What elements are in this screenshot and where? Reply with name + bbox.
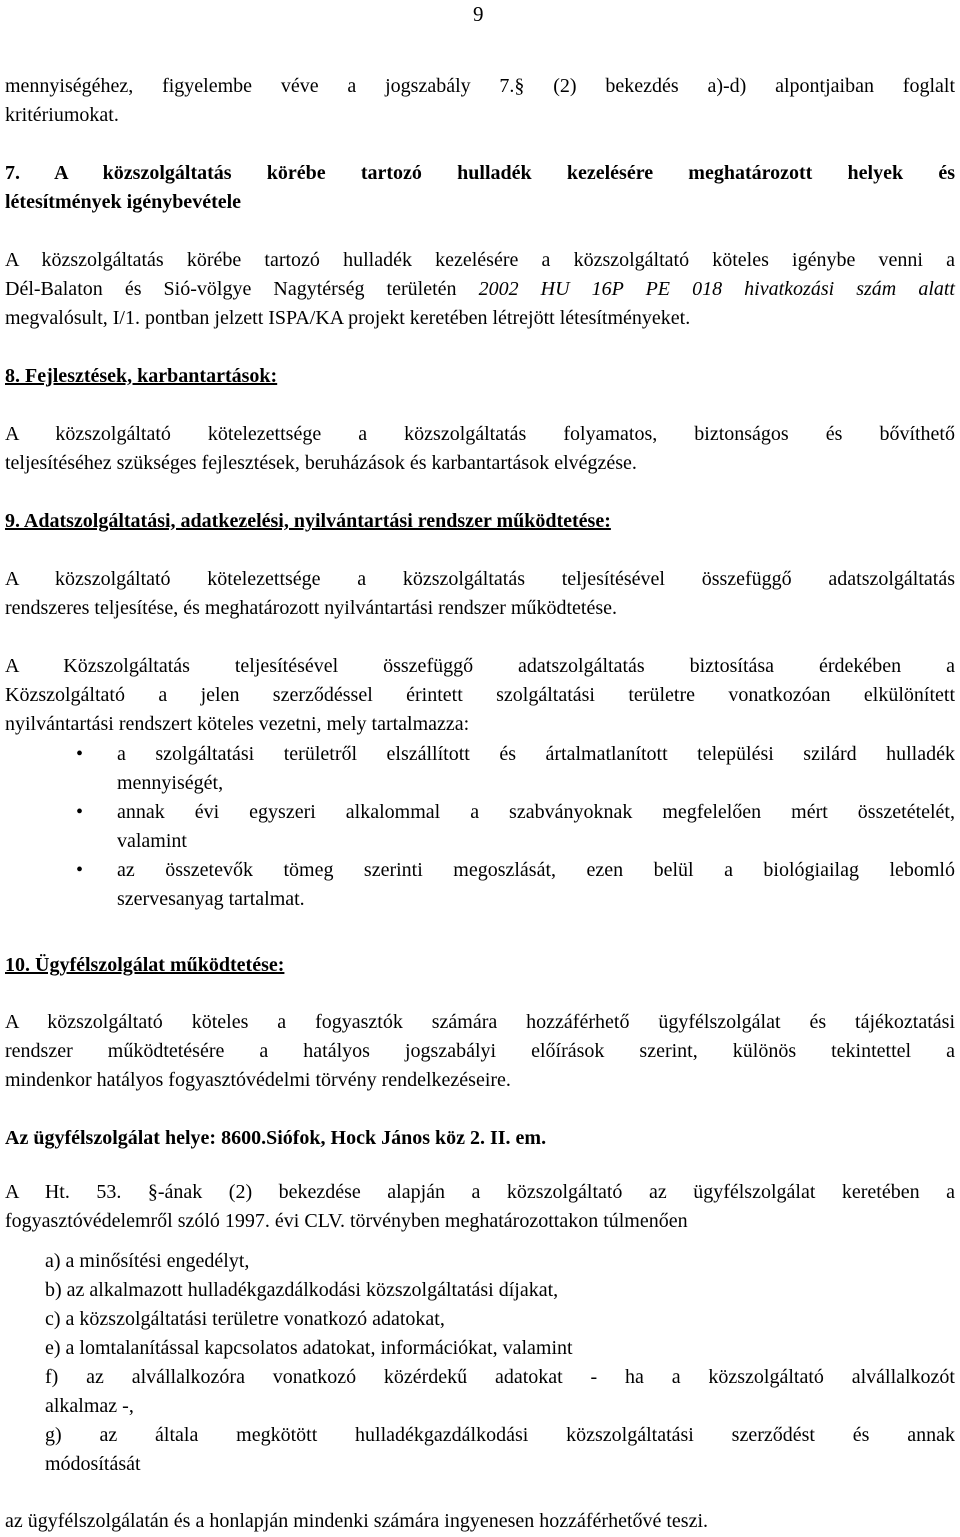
closing-text: az ügyfélszolgálatán és a honlapján mindenki számára ingyenesen hozzáférhetővé teszi. [5, 1510, 709, 1532]
closing-line [5, 1507, 955, 1536]
list-item-line-1: f) az alvállalkozóra vonatkozó közérdekű adatokat - ha a közszolgáltató alvállalkozót [45, 1366, 955, 1388]
list-item [45, 1305, 955, 1334]
information-list [45, 1247, 955, 1479]
section-9-paragraph-2 [5, 652, 955, 739]
section-10-heading-text: 10. Ügyfélszolgálat működtetése: [5, 954, 285, 976]
section-9-p2-line-2: Közszolgáltató a jelen szerződéssel érintett szolgáltatási területre vonatkozóan elkülönített [5, 684, 955, 706]
customer-service-location [5, 1124, 955, 1153]
intro-line-2: kritériumokat. [5, 104, 119, 126]
list-item [65, 798, 955, 856]
list-item [65, 856, 955, 914]
section-8-heading [5, 362, 955, 391]
section-7-heading [5, 159, 955, 217]
bullet-line-1: annak évi egyszeri alkalommal a szabványoknak megfelelően mért összetételét, [117, 801, 955, 823]
section-9-p1-line-2: rendszeres teljesítése, és meghatározott nyilvántartási rendszer működtetése. [5, 597, 617, 619]
section-8-line-2: teljesítéséhez szükséges fejlesztések, beruházások és karbantartások elvégzése. [5, 452, 637, 474]
list-item-line-1: a) a minősítési engedélyt, [45, 1250, 250, 1272]
section-9-heading-text: 9. Adatszolgáltatási, adatkezelési, nyilvántartási rendszer működtetése: [5, 510, 611, 532]
project-reference: 2002 HU 16P PE 018 hivatkozási szám alatt [478, 278, 955, 300]
list-item-line-1: g) az általa megkötött hulladékgazdálkodási közszolgáltatási szerződést és annak [45, 1424, 955, 1446]
section-7-heading-line-1: 7. A közszolgáltatás körébe tartozó hulladék kezelésére meghatározott helyek és [5, 162, 955, 184]
section-9-heading [5, 507, 955, 536]
list-item-line-2: módosítását [45, 1453, 141, 1475]
location-text: Az ügyfélszolgálat helye: 8600.Siófok, Hock János köz 2. II. em. [5, 1127, 547, 1149]
page-number: 9 [473, 2, 484, 26]
ht-line-1: A Ht. 53. §-ának (2) bekezdése alapján a közszolgáltató az ügyfélszolgálat keretében a [5, 1181, 955, 1203]
section-7-paragraph [5, 246, 955, 333]
bullet-line-2: mennyiségét, [117, 772, 224, 794]
list-item-line-1: b) az alkalmazott hulladékgazdálkodási közszolgáltatási díjakat, [45, 1279, 559, 1301]
section-8-heading-text: 8. Fejlesztések, karbantartások: [5, 365, 278, 387]
list-item [45, 1363, 955, 1421]
list-item-line-2: alkalmaz -, [45, 1395, 134, 1417]
ht-line-2: fogyasztóvédelemről szóló 1997. évi CLV. törvényben meghatározottakon túlmenően [5, 1210, 688, 1232]
section-7-line-3: megvalósult, I/1. pontban jelzett ISPA/KA projekt keretében létrejött létesítményeket. [5, 307, 691, 329]
bullet-icon: • [76, 743, 84, 765]
bullet-icon: • [76, 859, 84, 881]
bullet-line-1: az összetevők tömeg szerinti megoszlását, ezen belül a biológiailag lebomló [117, 859, 955, 881]
list-item [45, 1334, 955, 1363]
section-7-line-2 [5, 275, 955, 304]
section-10-heading [5, 951, 955, 980]
bullet-line-2: valamint [117, 830, 187, 852]
list-item [45, 1247, 955, 1276]
bullet-icon: • [76, 801, 84, 823]
section-10-line-2: rendszer működtetésére a hatályos jogszabályi előírások szerint, különös tekintettel a [5, 1040, 955, 1062]
intro-line-1: mennyiségéhez, figyelembe véve a jogszabály 7.§ (2) bekezdés a)-d) alpontjaiban foglalt [5, 75, 955, 97]
section-9-p2-line-3: nyilvántartási rendszert köteles vezetni, mely tartalmazza: [5, 713, 470, 735]
list-item-line-1: c) a közszolgáltatási területre vonatkozó adatokat, [45, 1308, 445, 1330]
section-9-paragraph-1 [5, 565, 955, 623]
record-contents-list [65, 740, 955, 914]
bullet-line-2: szervesanyag tartalmat. [117, 888, 305, 910]
section-9-p2-line-1: A Közszolgáltatás teljesítésével összefüggő adatszolgáltatás biztosítása érdekében a [5, 655, 955, 677]
section-7-line-1: A közszolgáltatás körébe tartozó hulladék kezelésére a közszolgáltató köteles igénybe venni a [5, 249, 955, 271]
list-item [45, 1421, 955, 1479]
section-10-line-3: mindenkor hatályos fogyasztóvédelmi törvény rendelkezéseire. [5, 1069, 511, 1091]
section-10-line-1: A közszolgáltató köteles a fogyasztók számára hozzáférhető ügyfélszolgálat és tájékoztatási [5, 1011, 955, 1033]
section-8-line-1: A közszolgáltató kötelezettsége a közszolgáltatás folyamatos, biztonságos és bővíthető [5, 423, 955, 445]
list-item [45, 1276, 955, 1305]
intro-paragraph [5, 72, 955, 130]
section-10-paragraph [5, 1008, 955, 1095]
section-8-paragraph [5, 420, 955, 478]
list-item-line-1: e) a lomtalanítással kapcsolatos adatokat, információkat, valamint [45, 1337, 573, 1359]
list-item [65, 740, 955, 798]
section-9-p1-line-1: A közszolgáltató kötelezettsége a közszolgáltatás teljesítésével összefüggő adatszolgáltatás [5, 568, 955, 590]
bullet-line-1: a szolgáltatási területről elszállított és ártalmatlanított települési szilárd hulladék [117, 743, 955, 765]
ht-paragraph [5, 1178, 955, 1236]
section-7-heading-line-2: létesítmények igénybevétele [5, 191, 242, 213]
section-7-line-2-text: Dél-Balaton és Sió-völgye Nagytérség területén [5, 278, 479, 300]
